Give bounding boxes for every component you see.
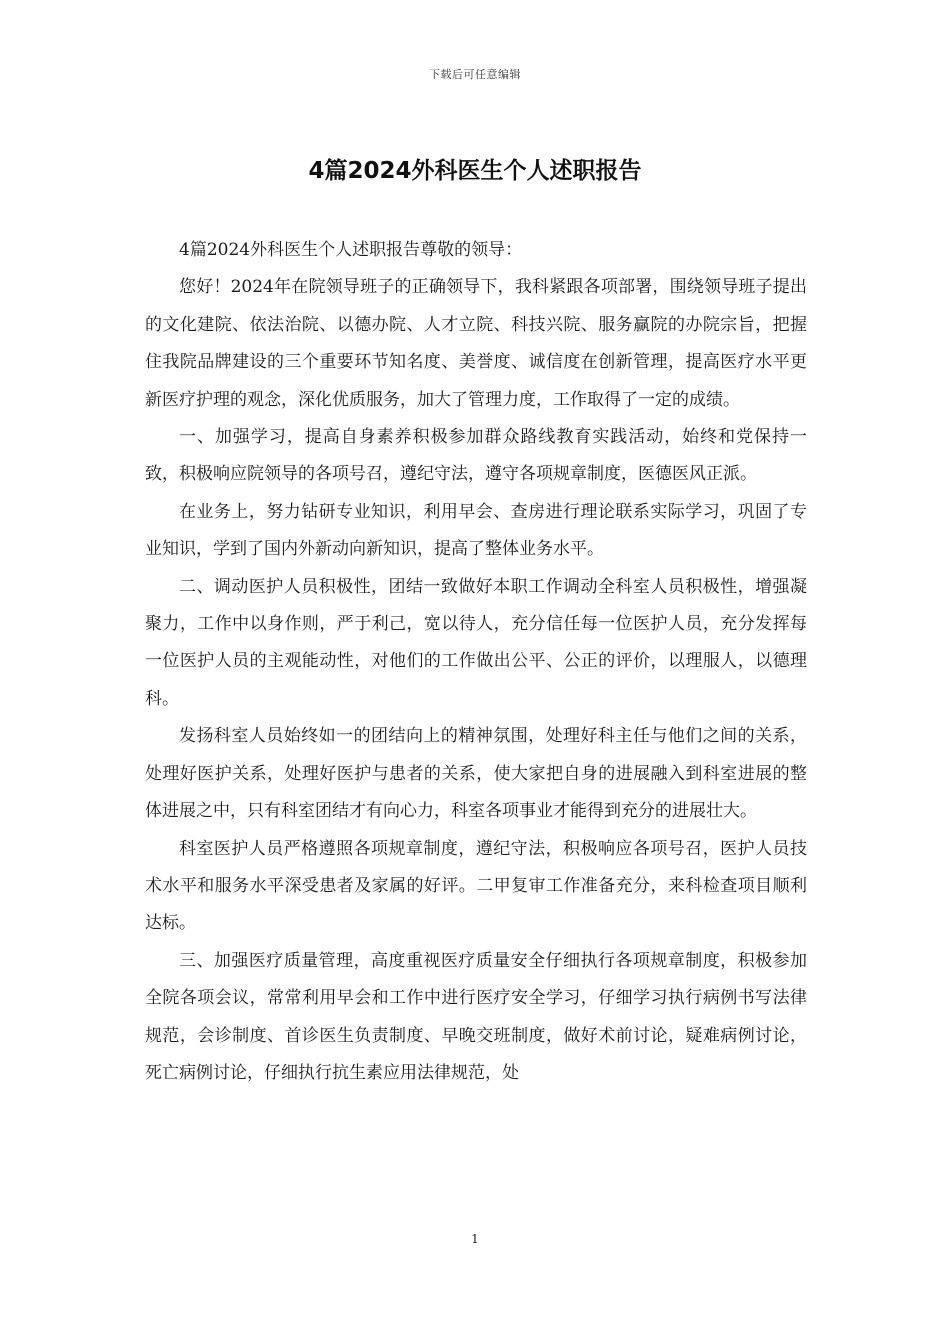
document-title: 4篇2024外科医生个人述职报告 [308, 158, 642, 184]
paragraph-team-spirit: 发扬科室人员始终如一的团结向上的精神氛围，处理好科主任与他们之间的关系，处理好医护关系，处理好医护与患者的关系，使大家把自身的进展融入到科室进展的整体进展之中，只有科室团结才有向心力，科室各项事业才能得到充分的进展壮大。 [145, 726, 807, 822]
document-body [145, 232, 807, 1092]
paragraph-regulations: 科室医护人员严格遵照各项规章制度，遵纪守法，积极响应各项号召，医护人员技术水平和服务水平深受患者及家属的好评。二甲复审工作准备充分，来科检查项目顺利达标。 [145, 838, 807, 934]
paragraph-section-two: 二、调动医护人员积极性，团结一致做好本职工作调动全科室人员积极性，增强凝聚力，工作中以身作则，严于利己，宽以待人，充分信任每一位医护人员，充分发挥每一位医护人员的主观能动性，对他们的工作做出公平、公正的评价，以理服人，以德理科。 [145, 576, 807, 709]
paragraph-greeting: 4篇2024外科医生个人述职报告尊敬的领导： [179, 240, 523, 260]
page-header-note: 下载后可任意编辑 [429, 68, 521, 81]
paragraph-section-three: 三、加强医疗质量管理，高度重视医疗质量安全仔细执行各项规章制度，积极参加全院各项会议，常常利用早会和工作中进行医疗安全学习，仔细学习执行病例书写法律规范，会诊制度、首诊医生负责制度、早晚交班制度，做好术前讨论，疑难病例讨论，死亡病例讨论，仔细执行抗生素应用法律规范，处 [145, 950, 807, 1083]
paragraph-intro: 您好！2024年在院领导班子的正确领导下，我科紧跟各项部署，围绕领导班子提出的文化建院、依法治院、以德办院、人才立院、科技兴院、服务赢院的办院宗旨，把握住我院品牌建设的三个重要环节知名度、美誉度、诚信度在创新管理，提高医疗水平更新医疗护理的观念，深化优质服务，加大了管理力度，工作取得了一定的成绩。 [145, 277, 807, 410]
paragraph-section-one: 一、加强学习，提高自身素养积极参加群众路线教育实践活动，始终和党保持一致，积极响应院领导的各项号召，遵纪守法，遵守各项规章制度，医德医风正派。 [145, 427, 807, 485]
paragraph-business: 在业务上，努力钻研专业知识，利用早会、查房进行理论联系实际学习，巩固了专业知识，学到了国内外新动向新知识，提高了整体业务水平。 [145, 501, 807, 560]
page-number: 1 [471, 1232, 479, 1246]
